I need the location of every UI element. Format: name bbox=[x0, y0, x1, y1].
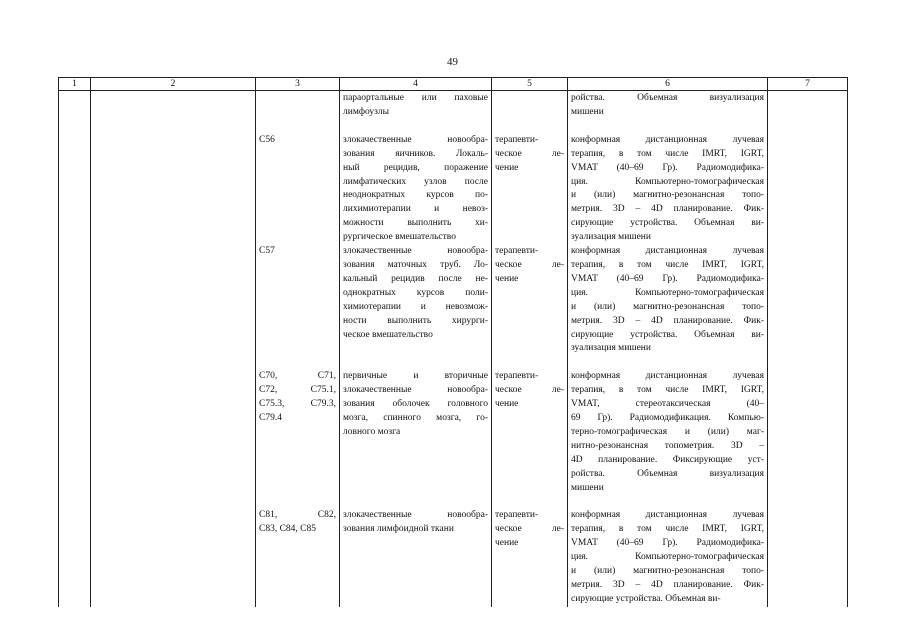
cell-line: злокачественные новообра- bbox=[343, 134, 488, 145]
treatment-type-cell bbox=[492, 91, 568, 120]
header-row bbox=[59, 78, 848, 91]
col-2-cell bbox=[91, 245, 256, 356]
condition-cell bbox=[340, 356, 492, 495]
cell-line: VMAT, стереотаксическая (40– bbox=[571, 399, 764, 410]
cell-line: можности выполнить хи- bbox=[343, 218, 488, 229]
cell-line: ловного мозга bbox=[343, 426, 401, 437]
col-1-cell bbox=[59, 495, 91, 606]
cell-line: VMAT (40–69 Гр). Радиомодифика- bbox=[571, 538, 764, 549]
treatment-method-cell bbox=[568, 356, 768, 495]
col-7-cell bbox=[768, 120, 848, 245]
cell-line: C56 bbox=[259, 134, 275, 145]
cell-line: злокачественные новообра- bbox=[343, 385, 488, 396]
col-2-cell bbox=[91, 120, 256, 245]
cell-line: терапия, в том числе IMRT, IGRT, bbox=[571, 259, 764, 270]
cell-line: ческое вмешательство bbox=[343, 329, 433, 340]
cell-line: конформная дистанционная лучевая bbox=[571, 371, 764, 382]
cell-line: чение bbox=[495, 399, 519, 410]
cell-line: ческое ле- bbox=[495, 385, 564, 396]
col-1-cell bbox=[59, 245, 91, 356]
col-7-cell bbox=[768, 495, 848, 606]
cell-line: чение bbox=[495, 273, 519, 284]
table-row bbox=[59, 245, 848, 356]
icd-codes-cell bbox=[256, 495, 340, 606]
cell-line: мишени bbox=[571, 106, 604, 117]
cell-line: первичные и вторичные bbox=[343, 371, 488, 382]
cell-line: VMAT (40–69 Гр). Радиомодифика- bbox=[571, 273, 764, 284]
cell-line: конформная дистанционная лучевая bbox=[571, 510, 764, 521]
cell-line: и (или) магнитно-резонансная топо- bbox=[571, 566, 764, 577]
cell-line: сирующие устройства. Объемная ви- bbox=[571, 218, 764, 229]
condition-cell bbox=[340, 120, 492, 245]
cell-line: зуализация мишени bbox=[571, 343, 651, 354]
cell-line: злокачественные новообра- bbox=[343, 510, 488, 521]
cell-line: C83, C84, C85 bbox=[259, 524, 317, 535]
cell-line: зования маточных труб. Ло- bbox=[343, 259, 488, 270]
cell-line: мозга, спинного мозга, го- bbox=[343, 413, 488, 424]
treatment-type-cell bbox=[492, 356, 568, 495]
table-row bbox=[59, 91, 848, 120]
cell-line: чение bbox=[495, 538, 519, 549]
cell-line: зования оболочек головного bbox=[343, 399, 488, 410]
cell-line: чение bbox=[495, 162, 519, 173]
cell-line: ческое ле- bbox=[495, 524, 564, 535]
treatment-method-cell bbox=[568, 245, 768, 356]
cell-line: кальный рецидив после не- bbox=[343, 273, 488, 284]
condition-cell bbox=[340, 495, 492, 606]
cell-line: ный рецидив, поражение bbox=[343, 162, 488, 173]
cell-line: C70, C71, bbox=[259, 371, 336, 382]
cell-line: однократных курсов поли- bbox=[343, 287, 488, 298]
cell-line: мишени bbox=[571, 482, 604, 493]
cell-line: ция. Компьютерно-томографическая bbox=[571, 287, 764, 298]
condition-cell bbox=[340, 91, 492, 120]
col-2-cell bbox=[91, 495, 256, 606]
col-2-cell bbox=[91, 91, 256, 120]
header-col-1: 1 bbox=[59, 78, 91, 91]
cell-line: лимфатических узлов после bbox=[343, 176, 488, 187]
table-body bbox=[59, 91, 848, 607]
cell-line: терапия, в том числе IMRT, IGRT, bbox=[571, 148, 764, 159]
treatment-table bbox=[58, 77, 848, 607]
cell-line: C57 bbox=[259, 246, 275, 257]
table-row bbox=[59, 495, 848, 606]
cell-line: терапевти- bbox=[495, 134, 539, 145]
cell-line: метрия. 3D – 4D планирование. Фик- bbox=[571, 580, 764, 590]
treatment-type-cell bbox=[492, 495, 568, 606]
treatment-type-cell bbox=[492, 120, 568, 245]
col-1-cell bbox=[59, 91, 91, 120]
col-7-cell bbox=[768, 356, 848, 495]
header-col-5: 5 bbox=[492, 78, 568, 91]
cell-line: ция. Компьютерно-томографическая bbox=[571, 552, 764, 563]
cell-line: рургическое вмешательство bbox=[343, 232, 456, 243]
icd-codes-cell bbox=[256, 356, 340, 495]
cell-line: конформная дистанционная лучевая bbox=[571, 134, 764, 145]
cell-line: терапевти- bbox=[495, 510, 539, 521]
icd-codes-cell bbox=[256, 91, 340, 120]
cell-line: и (или) магнитно-резонансная топо- bbox=[571, 301, 764, 312]
icd-codes-cell bbox=[256, 120, 340, 245]
cell-line: лихимиотерапии и невоз- bbox=[343, 204, 488, 215]
cell-line: C75.3, C79.3, bbox=[259, 399, 336, 410]
header-col-7: 7 bbox=[768, 78, 848, 91]
treatment-method-cell bbox=[568, 495, 768, 606]
cell-line: 69 Гр). Радиомодификация. Компью- bbox=[571, 413, 764, 424]
cell-line: ческое ле- bbox=[495, 259, 564, 270]
col-1-cell bbox=[59, 356, 91, 495]
cell-line: VMAT (40–69 Гр). Радиомодифика- bbox=[571, 162, 764, 173]
col-2-cell bbox=[91, 356, 256, 495]
cell-line: конформная дистанционная лучевая bbox=[571, 246, 764, 257]
cell-line: ройства. Объемная визуализация bbox=[571, 468, 764, 479]
header-col-2: 2 bbox=[91, 78, 256, 91]
header-col-4: 4 bbox=[340, 78, 492, 91]
cell-line: метрия. 3D – 4D планирование. Фик- bbox=[571, 315, 764, 326]
cell-line: C72, C75.1, bbox=[259, 385, 336, 396]
cell-line: терапия, в том числе IMRT, IGRT, bbox=[571, 385, 764, 396]
icd-codes-cell bbox=[256, 245, 340, 356]
col-7-cell bbox=[768, 91, 848, 120]
cell-line: сирующие устройства. Объемная ви- bbox=[571, 329, 764, 340]
cell-line: ция. Компьютерно-томографическая bbox=[571, 176, 764, 187]
cell-line: терно-томографическая и (или) маг- bbox=[571, 426, 764, 437]
col-1-cell bbox=[59, 120, 91, 245]
cell-line: неоднократных курсов по- bbox=[343, 190, 488, 201]
cell-line: терапевти- bbox=[495, 371, 539, 382]
cell-line: метрия. 3D – 4D планирование. Фик- bbox=[571, 204, 764, 215]
cell-line: ческое ле- bbox=[495, 148, 564, 159]
header-col-6: 6 bbox=[568, 78, 768, 91]
cell-line: терапия, в том числе IMRT, IGRT, bbox=[571, 524, 764, 535]
table-row bbox=[59, 356, 848, 495]
treatment-type-cell bbox=[492, 245, 568, 356]
cell-line: 4D планирование. Фиксирующие уст- bbox=[571, 454, 764, 465]
cell-line: терапевти- bbox=[495, 246, 539, 257]
cell-line: сирующие устройства. Объемная ви- bbox=[571, 593, 721, 604]
page-number: 49 bbox=[447, 56, 458, 68]
cell-line: зуализация мишени bbox=[571, 232, 651, 243]
cell-line: зования лимфоидной ткани bbox=[343, 524, 454, 535]
cell-line: C79.4 bbox=[259, 413, 282, 424]
cell-line: нитно-резонансная топометрия. 3D – bbox=[571, 440, 764, 451]
condition-cell bbox=[340, 245, 492, 356]
cell-line: ройства. Объемная визуализация bbox=[571, 93, 764, 103]
header-col-3: 3 bbox=[256, 78, 340, 91]
cell-line: C81, C82, bbox=[259, 510, 336, 521]
cell-line: параортальные или паховые bbox=[343, 93, 488, 103]
cell-line: лимфоузлы bbox=[343, 106, 390, 117]
cell-line: и (или) магнитно-резонансная топо- bbox=[571, 190, 764, 201]
cell-line: ности выполнить хирурги- bbox=[343, 315, 488, 326]
col-7-cell bbox=[768, 245, 848, 356]
treatment-method-cell bbox=[568, 120, 768, 245]
treatment-method-cell bbox=[568, 91, 768, 120]
cell-line: химиотерапии и невозмож- bbox=[343, 301, 488, 312]
cell-line: злокачественные новообра- bbox=[343, 246, 488, 257]
cell-line: зования яичников. Локаль- bbox=[343, 148, 488, 159]
table-row bbox=[59, 120, 848, 245]
